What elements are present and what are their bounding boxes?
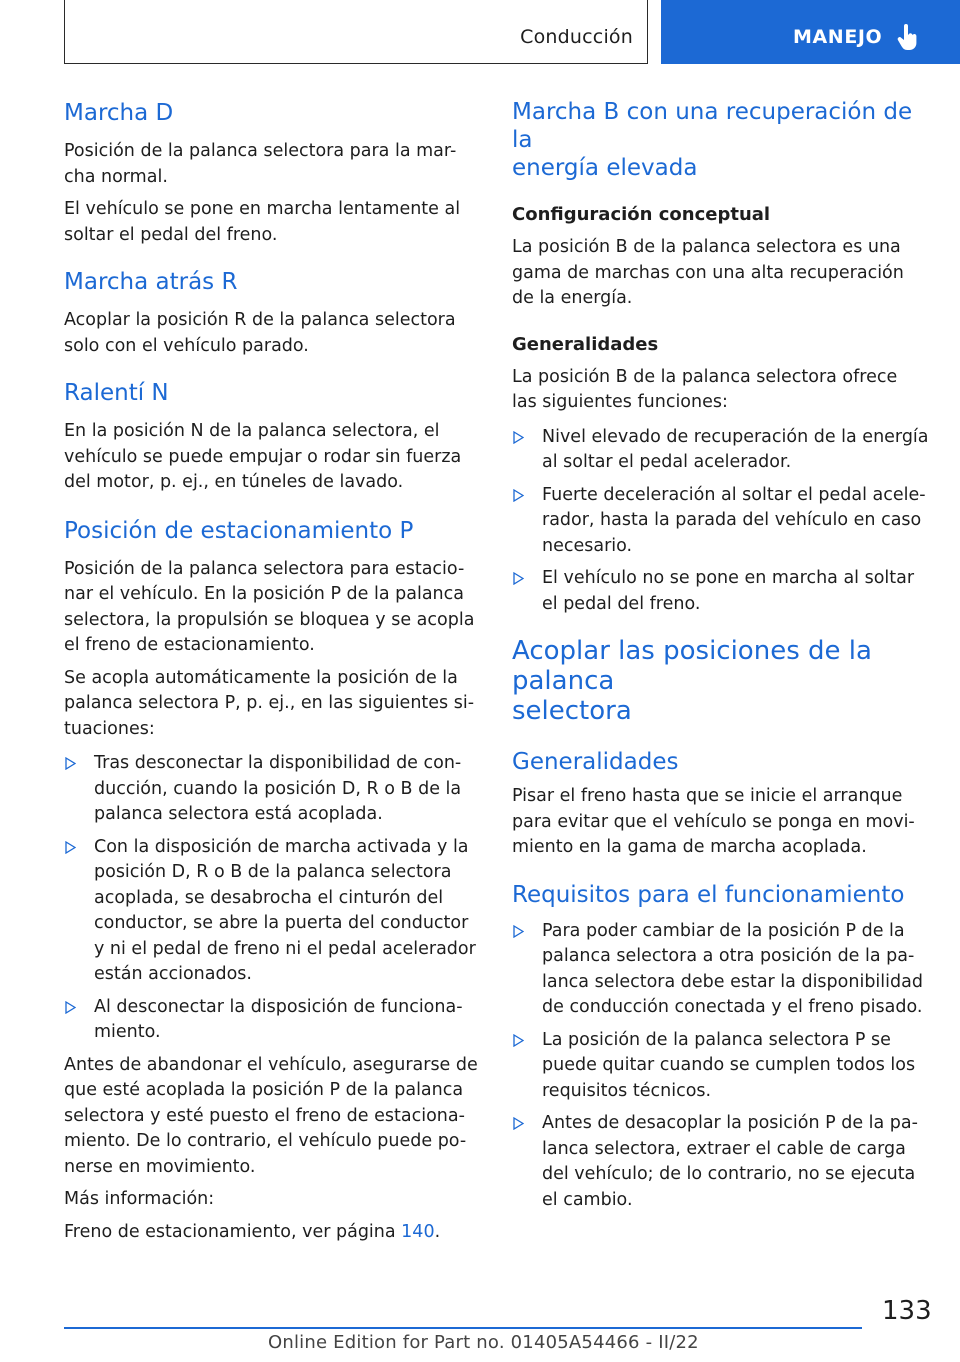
- triangle-bullet-icon: [513, 431, 524, 444]
- paragraph: El vehículo se pone en marcha lentamente al soltar el pedal del freno.: [64, 199, 461, 245]
- paragraph: Más información:: [64, 1189, 215, 1209]
- paragraph: Posición de la palanca selectora para estacio- nar el vehículo. En la posición P de la palanca selectora, la propulsión se bloquea y se acopla el freno de estacionamiento.: [64, 558, 475, 655]
- page-number: 133: [882, 1296, 932, 1326]
- list-item: El vehículo no se pone en marcha al soltar el pedal del freno.: [512, 566, 932, 617]
- bullet-list: [512, 919, 932, 1214]
- hand-pointer-icon: [897, 24, 919, 52]
- header-chapter-label: MANEJO: [793, 26, 883, 48]
- bullet-list: [512, 425, 932, 618]
- footer-divider: [64, 1327, 862, 1329]
- section-title-general: Generalidades: [512, 749, 679, 775]
- subheading: Generalidades: [512, 333, 659, 355]
- header-section-title: Conducción: [520, 26, 633, 48]
- paragraph: La posición B de la palanca selectora es una gama de marchas con una alta recuperación de la energía.: [512, 237, 904, 308]
- section-title-gear-d: Marcha D: [64, 100, 174, 126]
- paragraph: En la posición N de la palanca selectora, el vehículo se puede empujar o rodar sin fuerza del motor, p. ej., en túneles de lavado.: [64, 421, 462, 492]
- list-item: La posición de la palanca selectora P se puede quitar cuando se cumplen todos los requisitos técnicos.: [512, 1028, 932, 1105]
- triangle-bullet-icon: [65, 757, 76, 770]
- paragraph: La posición B de la palanca selectora ofrece las siguientes funciones:: [512, 366, 898, 412]
- paragraph: Se acopla automáticamente la posición de la palanca selectora P, p. ej., en las siguientes si- tuaciones:: [64, 667, 475, 739]
- triangle-bullet-icon: [513, 925, 524, 938]
- paragraph: Acoplar la posición R de la palanca selectora solo con el vehículo parado.: [64, 310, 456, 356]
- triangle-bullet-icon: [513, 1117, 524, 1130]
- cross-reference: Freno de estacionamiento, ver página 140.: [64, 1221, 441, 1242]
- list-item: Antes de desacoplar la posición P de la pa- lanca selectora, extraer el cable de carga del vehículo; de lo contrario, no se ejecuta el cambio.: [512, 1111, 932, 1213]
- section-title-neutral-n: Ralentí N: [64, 380, 169, 406]
- section-title-gear-b: Marcha B con una recuperación de la energía elevada: [512, 99, 913, 181]
- page-link[interactable]: 140: [401, 1221, 435, 1242]
- right-column: [512, 98, 932, 1213]
- section-title-gear-r: Marcha atrás R: [64, 269, 238, 295]
- header-section-box: [64, 0, 648, 64]
- list-item: Fuerte deceleración al soltar el pedal acele- rador, hasta la parada del vehículo en caso necesario.: [512, 483, 932, 560]
- chapter-title-selector-positions: Acoplar las posiciones de la palanca selectora: [512, 636, 872, 726]
- triangle-bullet-icon: [65, 841, 76, 854]
- subheading: Configuración conceptual: [512, 204, 771, 225]
- list-item: Con la disposición de marcha activada y la posición D, R o B de la palanca selectora acoplada, se desabrocha el cinturón del conductor, se abre la puerta del conductor y ni el pedal de freno ni el pedal acelerador están accionados.: [64, 835, 482, 988]
- footer-edition: Online Edition for Part no. 01405A54466 - II/22: [268, 1332, 699, 1353]
- triangle-bullet-icon: [65, 1001, 76, 1014]
- section-title-park-p: Posición de estacionamiento P: [64, 517, 414, 544]
- list-item: Al desconectar la disposición de funciona- miento.: [64, 995, 482, 1046]
- section-title-requirements: Requisitos para el funcionamiento: [512, 881, 905, 908]
- triangle-bullet-icon: [513, 572, 524, 585]
- triangle-bullet-icon: [513, 1034, 524, 1047]
- triangle-bullet-icon: [513, 489, 524, 502]
- list-item: Para poder cambiar de la posición P de la palanca selectora a otra posición de la pa- lanca selectora debe estar la disponibilidad de conducción conectada y el freno pisado.: [512, 919, 932, 1021]
- paragraph: Posición de la palanca selectora para la mar- cha normal.: [64, 141, 457, 187]
- list-item: Nivel elevado de recuperación de la energía al soltar el pedal acelerador.: [512, 425, 932, 476]
- paragraph: Antes de abandonar el vehículo, asegurarse de que esté acoplada la posición P de la palanca selectora y esté puesto el freno de estaciona- miento. De lo contrario, el vehículo puede po- nerse en movimiento.: [64, 1054, 478, 1177]
- bullet-list: [64, 751, 482, 1046]
- list-item: Tras desconectar la disponibilidad de con- ducción, cuando la posición D, R o B de la palanca selectora está acoplada.: [64, 751, 482, 828]
- header-chapter-tab[interactable]: [661, 0, 960, 64]
- paragraph: Pisar el freno hasta que se inicie el arranque para evitar que el vehículo se ponga en movi- miento en la gama de marcha acoplada.: [512, 786, 915, 857]
- left-column: [64, 98, 482, 1245]
